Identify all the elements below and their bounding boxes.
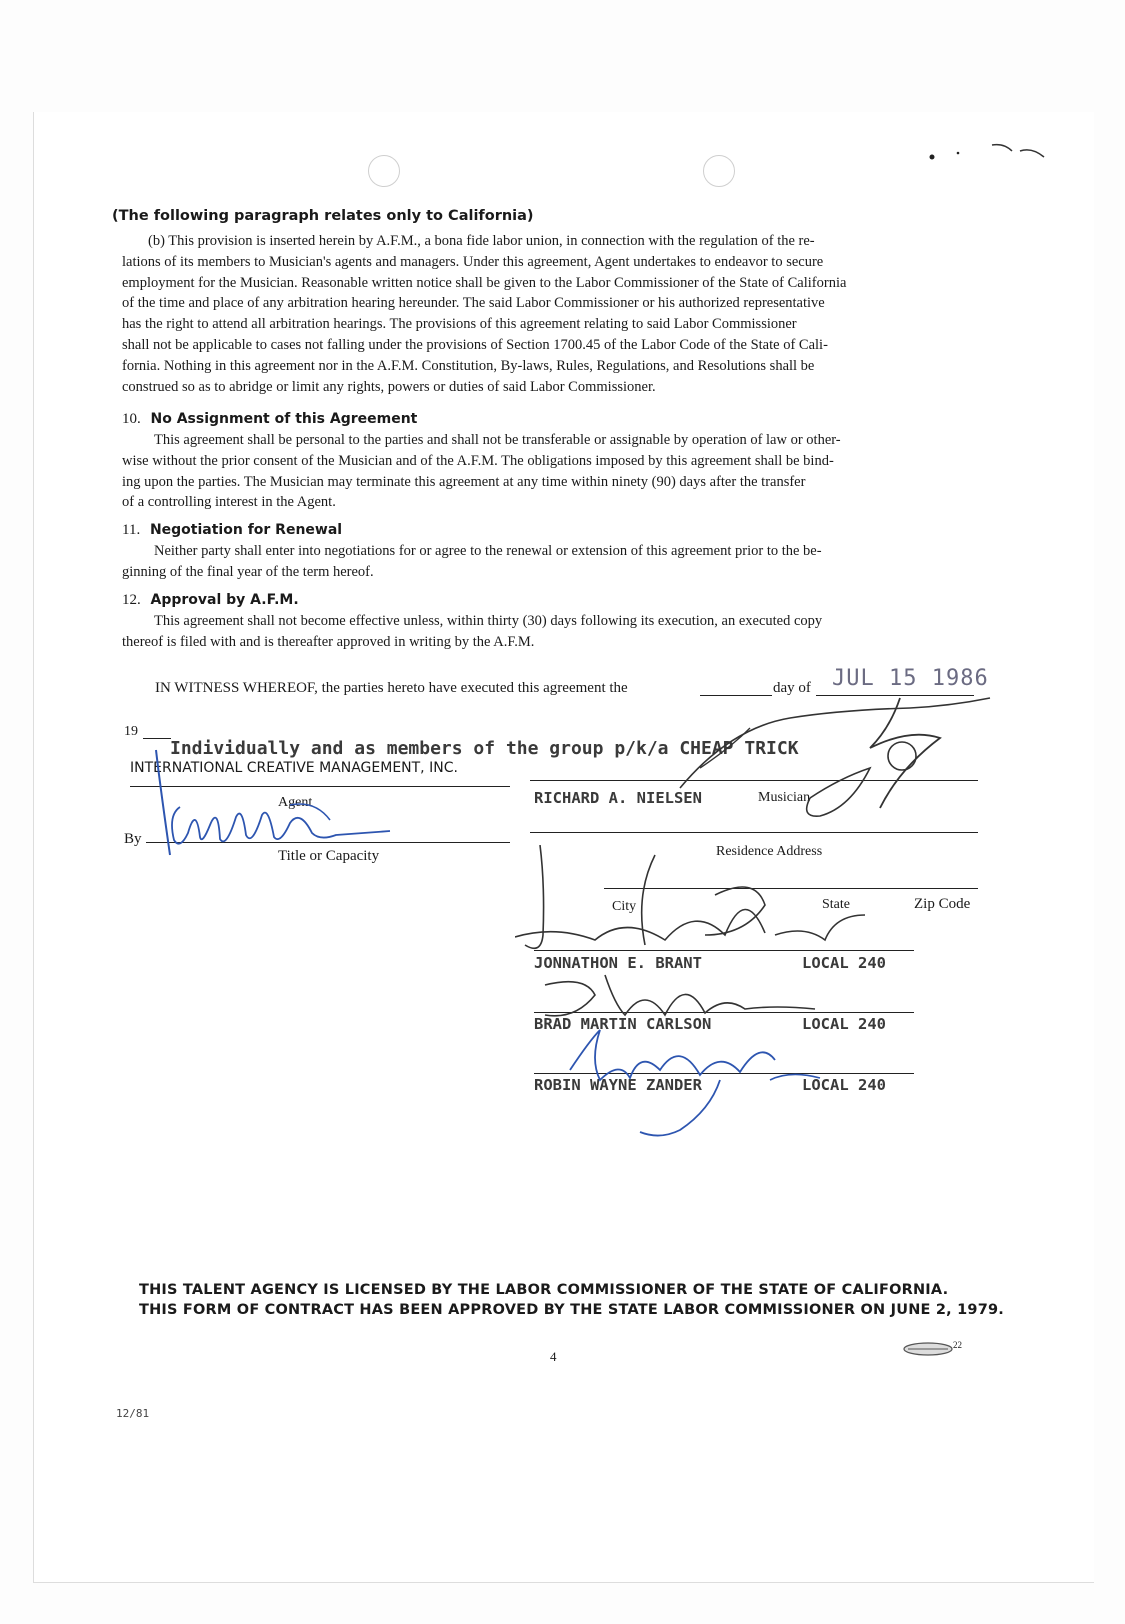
section-12-heading <box>122 592 299 609</box>
section-title: No Assignment of this Agreement <box>150 411 418 427</box>
paragraph-line: This agreement shall not become effective unless, within thirty (30) days following its execution, an executed copy <box>154 613 823 629</box>
california-paragraph <box>122 231 974 397</box>
residence-label: Residence Address <box>716 844 823 859</box>
member-name: JONNATHON E. BRANT <box>534 954 702 972</box>
footer-approval-line: THIS FORM OF CONTRACT HAS BEEN APPROVED BY THE STATE LABOR COMMISSIONER ON JUNE 2, 1979. <box>139 1302 1005 1318</box>
section-11-body <box>122 541 974 583</box>
union-bug-icon <box>902 1341 956 1357</box>
musician-label: Musician <box>758 790 811 805</box>
paragraph-line: Neither party shall enter into negotiations for or agree to the renewal or extension of this agreement prior to the be- <box>154 543 822 559</box>
paragraph-line: ing upon the parties. The Musician may terminate this agreement at any time within ninety (90) days after the transfer <box>122 473 806 490</box>
section-number: 10. <box>122 411 141 427</box>
year-prefix: 19 <box>124 724 138 739</box>
residence-line <box>530 832 978 833</box>
form-code: 12/81 <box>116 1407 150 1420</box>
agent-signature <box>140 745 400 865</box>
binder-hole-right <box>703 155 735 187</box>
section-10-body <box>122 430 974 513</box>
agent-label: Agent <box>278 795 313 810</box>
brant-signature <box>515 845 875 965</box>
paragraph-line: fornia. Nothing in this agreement nor in the A.F.M. Constitution, By-laws, Rules, Regulations, and Resolutions shall be <box>122 357 815 374</box>
paragraph-line: of a controlling interest in the Agent. <box>122 494 336 511</box>
witness-text: IN WITNESS WHEREOF, the parties hereto have executed this agreement the <box>155 680 628 696</box>
paragraph-line: (b) This provision is inserted herein by A.F.M., a bona fide labor union, in connection with the regulation of the re- <box>148 233 815 249</box>
paragraph-line: construed so as to abridge or limit any rights, powers or duties of said Labor Commissioner. <box>122 378 656 395</box>
paragraph-line: lations of its members to Musician's agents and managers. Under this agreement, Agent undertakes to endeavor to secure <box>122 253 824 270</box>
state-label: State <box>822 897 850 912</box>
section-11-heading <box>122 522 342 539</box>
year-blank <box>143 738 171 739</box>
member-local: LOCAL 240 <box>802 1015 886 1033</box>
paragraph-line: ginning of the final year of the term hereof. <box>122 563 374 580</box>
day-of-label: day of <box>773 680 811 696</box>
zip-label: Zip Code <box>914 896 971 912</box>
paragraph-line: shall not be applicable to cases not falling under the provisions of Section 1700.45 of the Labor Code of the State of Cali- <box>122 336 828 353</box>
date-stamp: JUL 15 1986 <box>832 666 989 691</box>
city-label: City <box>612 899 637 914</box>
section-10-heading <box>122 411 417 428</box>
zander-signature <box>560 1020 880 1140</box>
nielsen-signature <box>640 688 1000 828</box>
paragraph-line: has the right to attend all arbitration hearings. The provisions of this agreement relating to said Labor Commissioner <box>122 316 797 333</box>
title-capacity-label: Title or Capacity <box>278 848 380 864</box>
california-heading: (The following paragraph relates only to California) <box>112 208 534 224</box>
paragraph-line: thereof is filed with and is thereafter approved in writing by the A.F.M. <box>122 633 535 650</box>
group-typed-line: Individually and as members of the group p/k/a CHEAP TRICK <box>170 738 799 759</box>
paragraph-line: This agreement shall be personal to the parties and shall not be transferable or assignable by operation of law or other- <box>154 432 841 448</box>
section-12-body <box>122 611 974 653</box>
section-title: Negotiation for Renewal <box>149 522 343 538</box>
section-number: 11. <box>122 522 141 538</box>
section-number: 12. <box>122 592 141 608</box>
union-mark-number: 22 <box>953 1340 962 1350</box>
binder-hole-left <box>368 155 400 187</box>
section-title: Approval by A.F.M. <box>150 592 299 608</box>
carlson-signature <box>525 965 845 1025</box>
member-name: BRAD MARTIN CARLSON <box>534 1015 712 1033</box>
member-local: LOCAL 240 <box>802 954 886 972</box>
agency-name: INTERNATIONAL CREATIVE MANAGEMENT, INC. <box>130 760 458 776</box>
paragraph-line: of the time and place of any arbitration hearing hereunder. The said Labor Commissioner or his authorized representative <box>122 295 825 312</box>
stray-marks <box>920 135 1060 175</box>
paragraph-line: wise without the prior consent of the Musician and of the A.F.M. The obligations imposed by this agreement shall be bind- <box>122 452 834 469</box>
musician-typed-name: RICHARD A. NIELSEN <box>534 789 702 807</box>
page-number: 4 <box>550 1349 557 1364</box>
member-local: LOCAL 240 <box>802 1076 886 1094</box>
by-label: By <box>124 831 142 847</box>
member-name: ROBIN WAYNE ZANDER <box>534 1076 702 1094</box>
paragraph-line: employment for the Musician. Reasonable written notice shall be given to the Labor Commissioner of the State of California <box>122 274 847 291</box>
footer-license-line: THIS TALENT AGENCY IS LICENSED BY THE LABOR COMMISSIONER OF THE STATE OF CALIFORNIA. <box>139 1282 949 1298</box>
